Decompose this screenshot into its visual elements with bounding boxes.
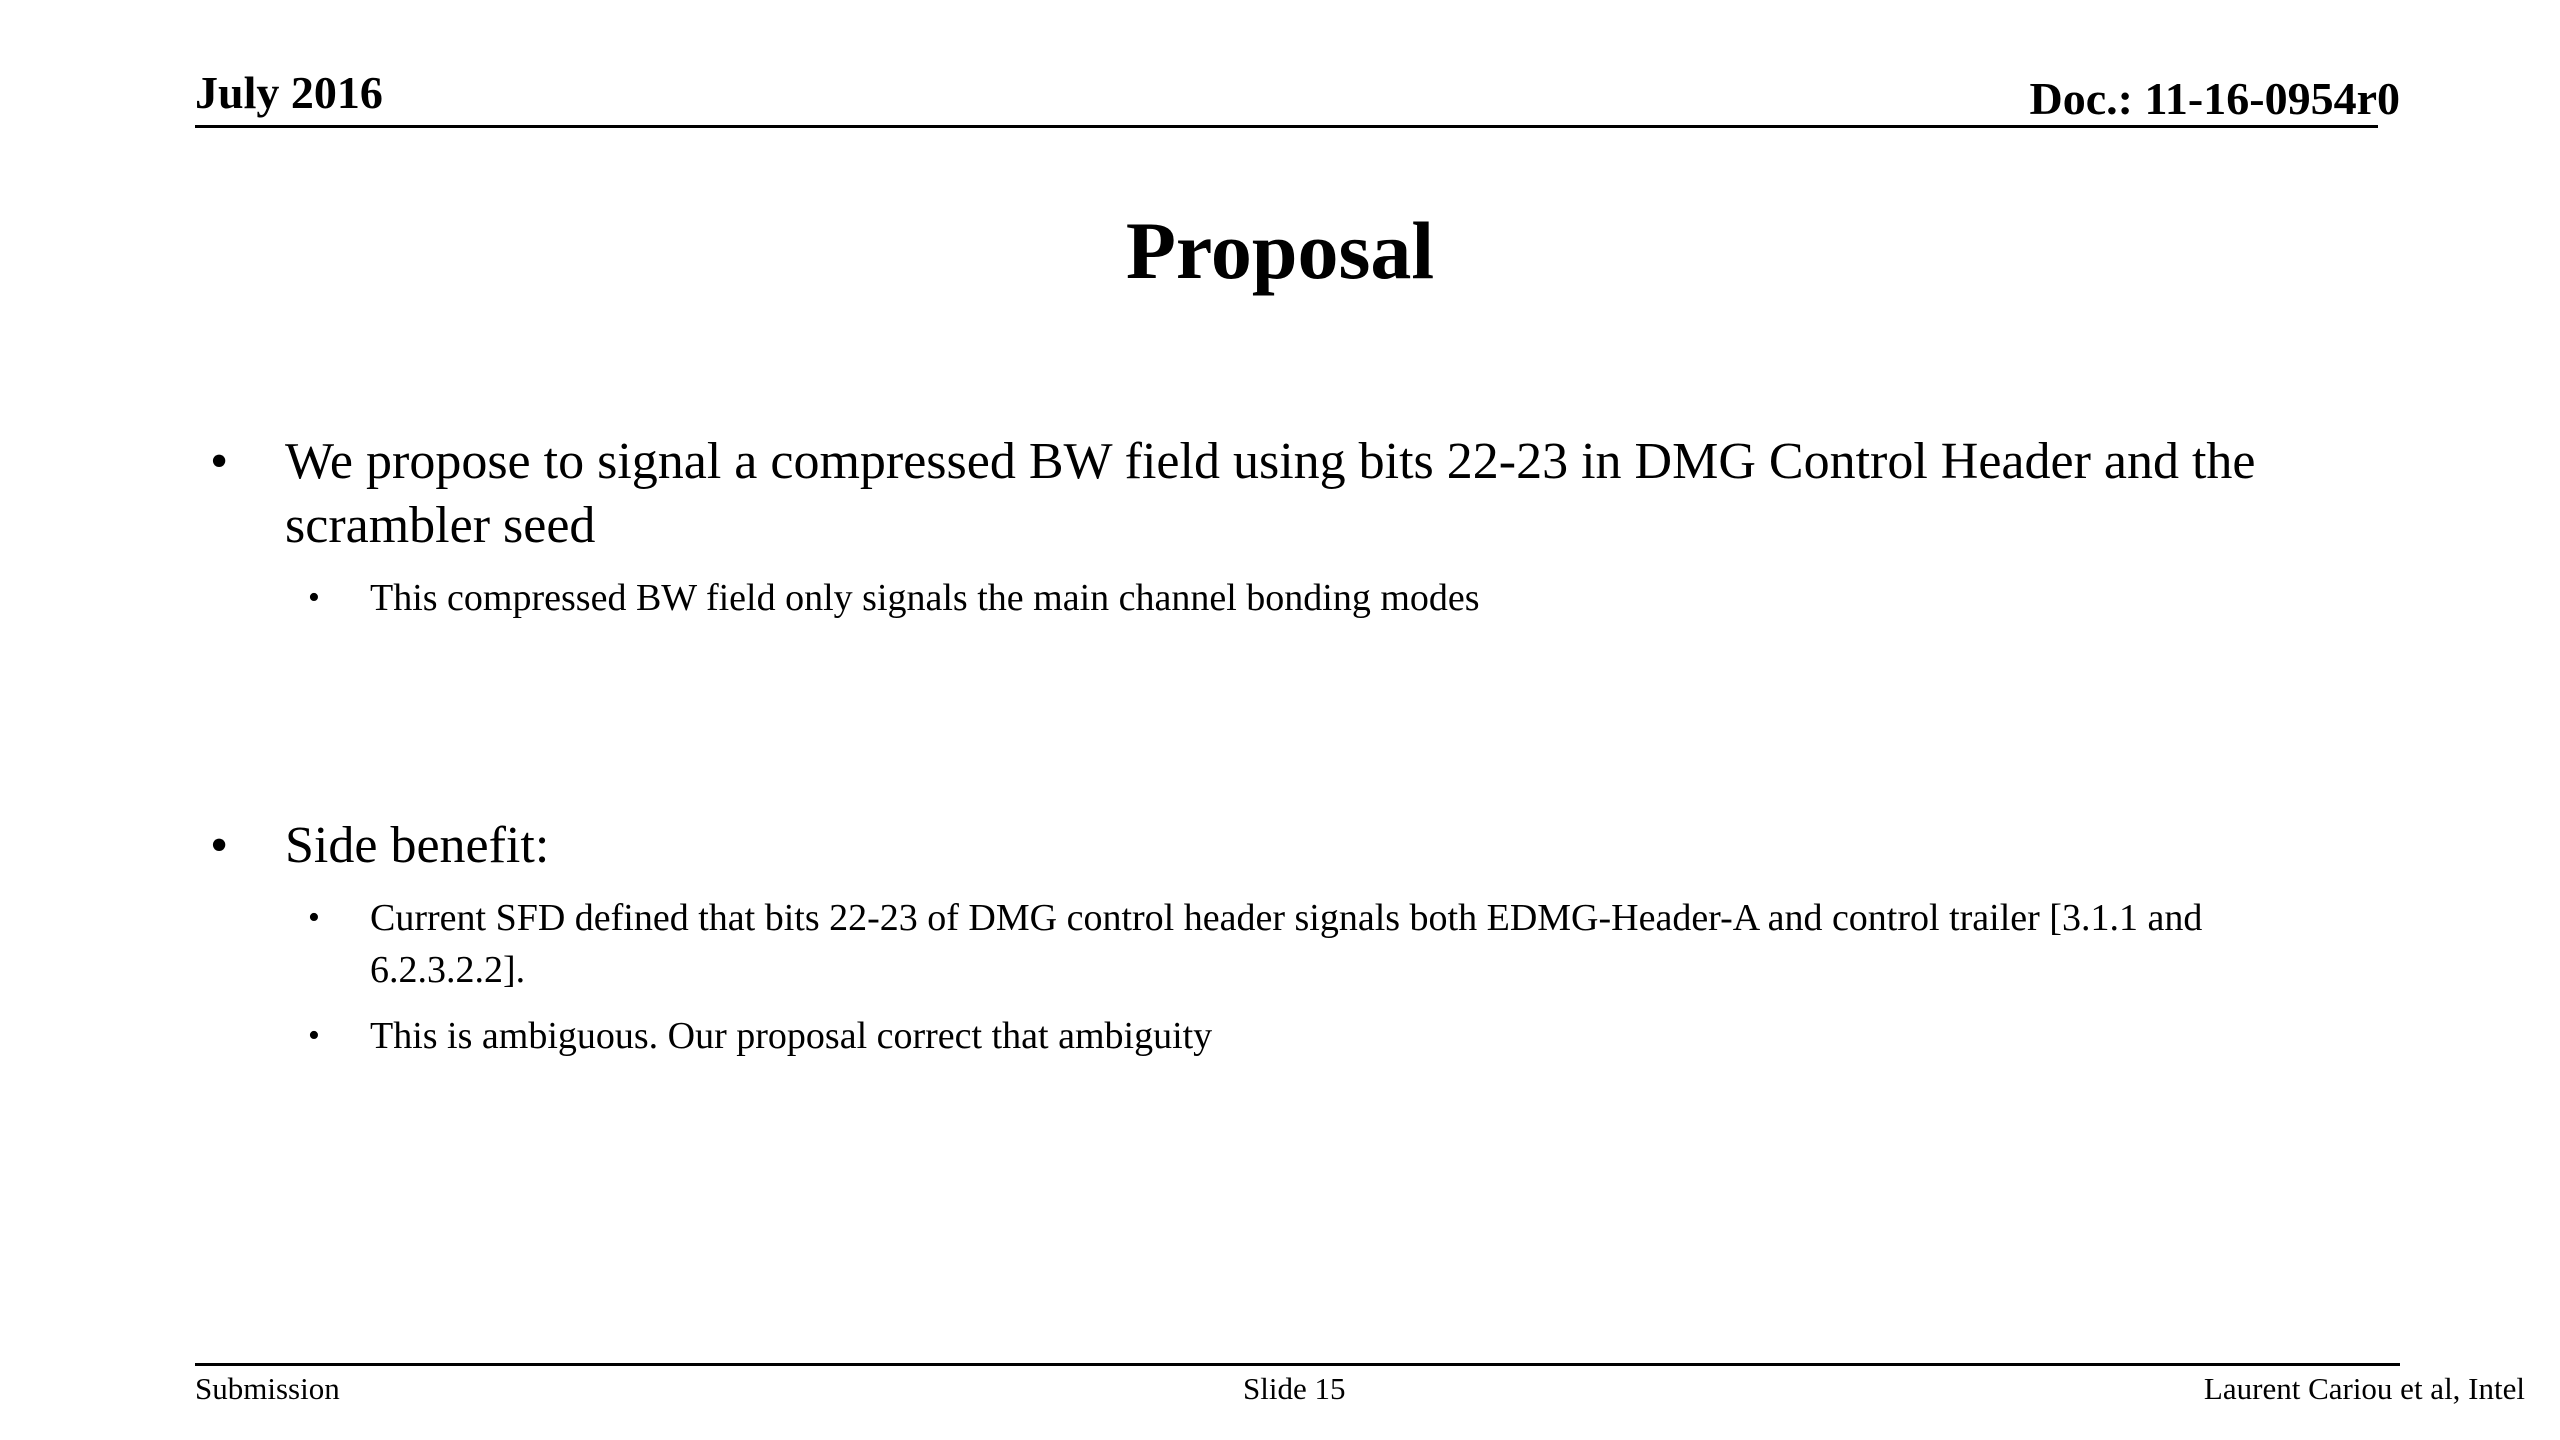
sub-bullet-text: This compressed BW field only signals the main channel bonding modes (370, 577, 1480, 619)
bullet-icon: • (210, 433, 229, 490)
sub-bullet-icon: • (308, 1017, 320, 1054)
sub-bullet-item-2-1 (308, 892, 2360, 996)
bullet-item-2 (210, 814, 2355, 878)
bullet-item-1 (210, 430, 2355, 558)
bullet-icon: • (210, 817, 229, 874)
sub-bullet-icon: • (308, 579, 320, 616)
sub-bullet-item-1-1 (308, 572, 2360, 624)
header-divider (195, 125, 2378, 128)
footer-divider (195, 1363, 2400, 1366)
sub-bullet-item-2-2 (308, 1010, 2360, 1062)
sub-bullet-icon: • (308, 899, 320, 936)
footer-slide-number: Slide 15 (1243, 1371, 1346, 1406)
sub-bullet-text: This is ambiguous. Our proposal correct that ambiguity (370, 1015, 1213, 1057)
bullet-text: We propose to signal a compressed BW field using bits 22-23 in DMG Control Header and the scrambler seed (285, 433, 2256, 554)
slide-title: Proposal (1125, 205, 1435, 296)
header-doc-number: Doc.: 11-16-0954r0 (2029, 73, 2400, 124)
sub-bullet-text: Current SFD defined that bits 22-23 of DMG control header signals both EDMG-Header-A and control trailer [3.1.1 and 6.2.3.2.2]. (370, 897, 2203, 991)
bullet-text: Side benefit: (285, 817, 550, 874)
header-date: July 2016 (195, 67, 383, 118)
footer-submission: Submission (195, 1371, 340, 1406)
footer-author: Laurent Cariou et al, Intel (2203, 1371, 2525, 1406)
